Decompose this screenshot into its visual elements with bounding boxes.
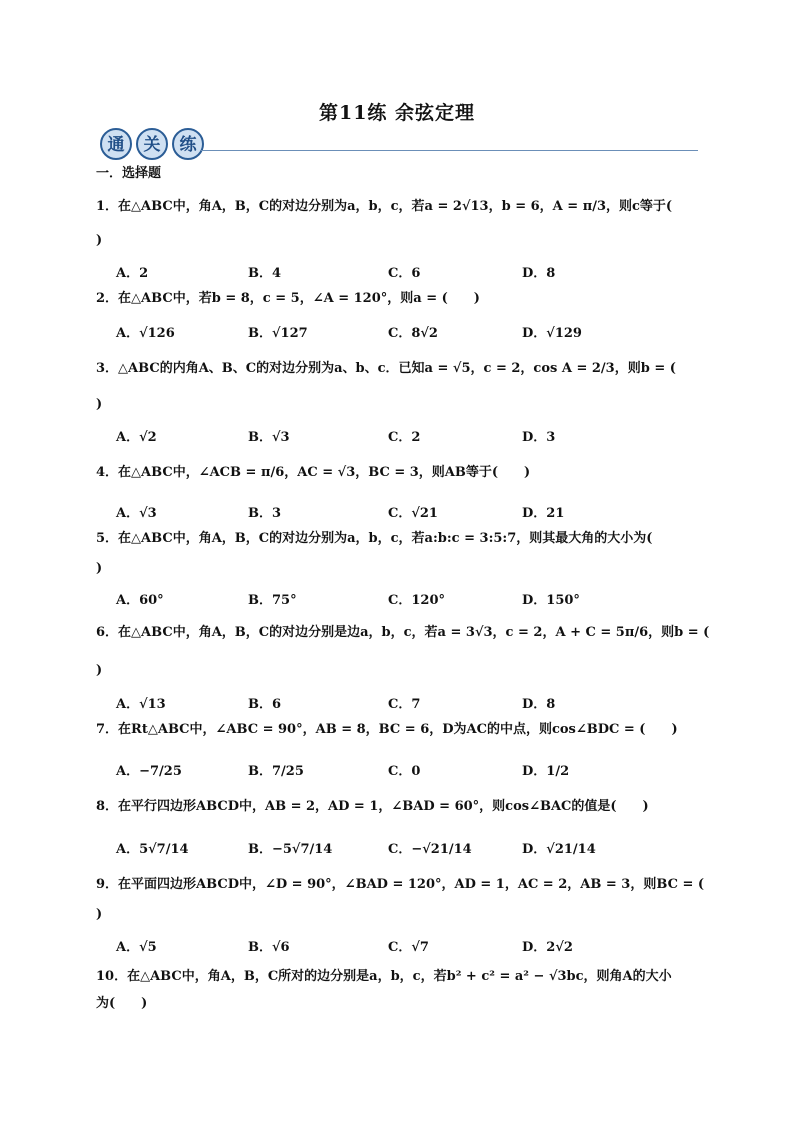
question-7: 7．在Rt△ABC中，∠ABC = 90°，AB = 8，BC = 6，D为AC的中点，则cos∠BDC = ( ): [96, 722, 678, 737]
option-c: C．120°: [388, 593, 445, 608]
option-d: D．150°: [522, 593, 580, 608]
badge-char-1: 通: [107, 135, 125, 155]
option-d: D．1/2: [522, 764, 570, 779]
question-6-options: [116, 693, 676, 719]
option-c: C．0: [388, 764, 421, 779]
question-5-options: [116, 589, 676, 615]
question-1: 1．在△ABC中，角A，B，C的对边分别为a，b，c，若a = 2√13，b = 6，A = π/3，则c等于(: [96, 199, 673, 214]
option-a: A．√5: [116, 940, 157, 955]
question-2: 2．在△ABC中，若b = 8，c = 5，∠A = 120°，则a = ( ): [96, 291, 480, 306]
badge-char-3: 练: [179, 135, 197, 155]
question-1-cont: ): [96, 233, 103, 248]
option-c: C．7: [388, 697, 421, 712]
question-2-options: [116, 322, 676, 348]
question-10: 10．在△ABC中，角A，B，C所对的边分别是a，b，c，若b² + c² = a² − √3bc，则角A的大小: [96, 969, 672, 984]
badge-char-2: 关: [143, 135, 161, 155]
option-c: C．2: [388, 430, 421, 445]
option-a: A．√2: [116, 430, 157, 445]
option-b: B．6: [248, 697, 282, 712]
option-c: C．8√2: [388, 326, 438, 341]
option-b: B．√127: [248, 326, 308, 341]
question-4-options: [116, 502, 676, 528]
option-d: D．√129: [522, 326, 582, 341]
option-c: C．6: [388, 266, 421, 281]
option-c: C．√7: [388, 940, 429, 955]
option-b: B．3: [248, 506, 282, 521]
option-c: C．√21: [388, 506, 438, 521]
option-d: D．√21/14: [522, 842, 596, 857]
question-10-cont: 为( ): [96, 996, 148, 1011]
option-b: B．√3: [248, 430, 290, 445]
question-8-options: [116, 838, 676, 864]
question-9-cont: ): [96, 907, 103, 922]
option-d: D．3: [522, 430, 556, 445]
question-9-options: [116, 936, 676, 962]
question-3-cont: ): [96, 397, 103, 412]
option-b: B．4: [248, 266, 282, 281]
question-9: 9．在平面四边形ABCD中，∠D = 90°，∠BAD = 120°，AD = 1，AC = 2，AB = 3，则BC = (: [96, 877, 705, 892]
question-8: 8．在平行四边形ABCD中，AB = 2，AD = 1，∠BAD = 60°，则cos∠BAC的值是( ): [96, 799, 649, 814]
question-6: 6．在△ABC中，角A，B，C的对边分别是边a，b，c，若a = 3√3，c = 2，A + C = 5π/6，则b = (: [96, 625, 710, 640]
option-a: A．√126: [116, 326, 175, 341]
section-heading: 一．选择题: [96, 166, 162, 181]
question-5-cont: ): [96, 561, 103, 576]
option-a: A．√3: [116, 506, 157, 521]
section-badge-logo: [98, 126, 206, 162]
question-7-options: [116, 760, 676, 786]
option-b: B．√6: [248, 940, 290, 955]
header-rule: [200, 150, 698, 151]
option-d: D．8: [522, 697, 556, 712]
option-d: D．8: [522, 266, 556, 281]
question-4: 4．在△ABC中，∠ACB = π/6，AC = √3，BC = 3，则AB等于( ): [96, 465, 531, 480]
option-c: C．−√21/14: [388, 842, 472, 857]
option-a: A．−7/25: [116, 764, 182, 779]
option-b: B．−5√7/14: [248, 842, 333, 857]
option-d: D．21: [522, 506, 565, 521]
question-1-options: [116, 262, 676, 288]
page-title: 第11练 余弦定理: [318, 102, 476, 124]
option-b: B．75°: [248, 593, 297, 608]
question-5: 5．在△ABC中，角A，B，C的对边分别为a，b，c，若a:b:c = 3:5:7，则其最大角的大小为(: [96, 531, 653, 546]
option-a: A．2: [116, 266, 149, 281]
option-d: D．2√2: [522, 940, 573, 955]
question-6-cont: ): [96, 663, 103, 678]
option-b: B．7/25: [248, 764, 304, 779]
option-a: A．60°: [116, 593, 164, 608]
option-a: A．√13: [116, 697, 166, 712]
option-a: A．5√7/14: [116, 842, 189, 857]
question-3: 3．△ABC的内角A、B、C的对边分别为a、b、c．已知a = √5，c = 2，cos A = 2/3，则b = (: [96, 361, 676, 376]
question-3-options: [116, 426, 676, 452]
